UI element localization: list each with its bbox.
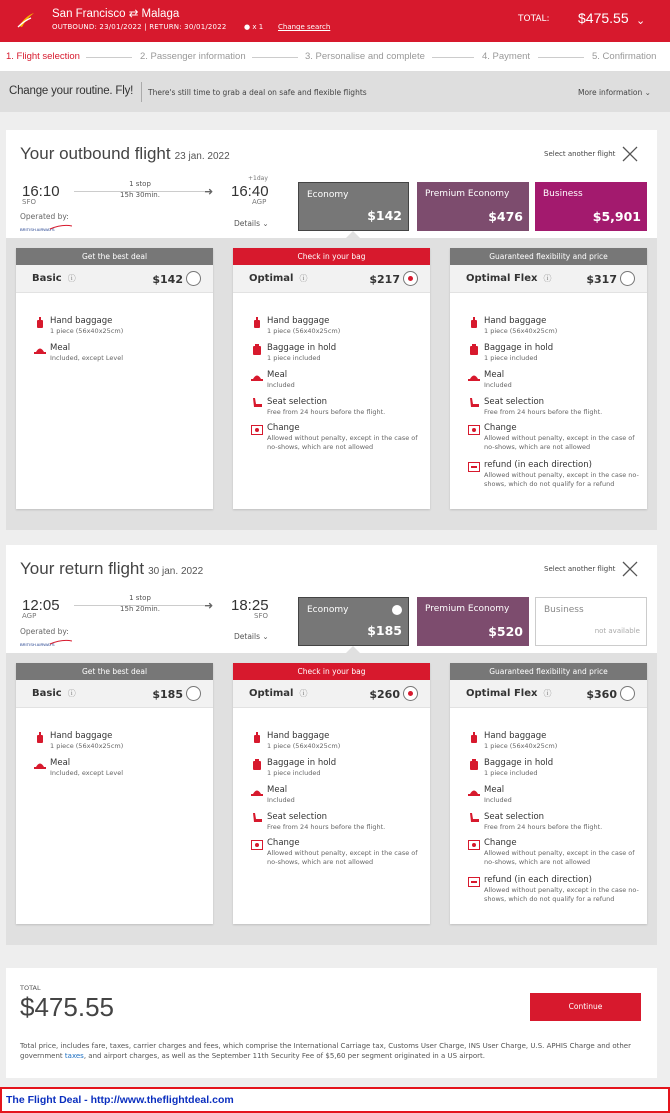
cabin-business-unavailable: Business not available [535, 597, 647, 646]
fare-name: Optimal Flex ⓘ [466, 688, 552, 699]
top-header [0, 0, 670, 42]
fare-card-optimal-flex[interactable]: Guaranteed flexibility and price Optimal Flex ⓘ $360 Hand baggage 1 piece (56x40x25cm) Baggage in hold 1 piece included Meal Included Seat selection Free from 24 hours before the flight. Change Allowed without penalty, except in the case of no-shows, which are not allowed refund (in each direction) Allowed without penalty, except in the case no-shows, which do not qualify for a refund [450, 663, 647, 924]
meal-icon [251, 786, 263, 797]
calendar-change-icon [468, 839, 480, 850]
fare-price: $317 [586, 273, 617, 286]
info-icon: ⓘ [67, 274, 76, 283]
route-title: San Francisco ⇄ Malaga [52, 8, 180, 20]
outbound-fares-area [6, 238, 657, 530]
fare-radio[interactable] [620, 271, 635, 286]
total-disclaimer: Total price, includes fare, taxes, carrier charges and fees, which comprise the International Carriage tax, Customs User Charge, INS User Charge, U.S. APHIS Charge and other government taxes, and airport charges, as well as the September 11th Security Fee of $5,60 per segment originated in a US airport. [20, 1042, 631, 1060]
british-airways-logo [20, 639, 72, 647]
fare-name: Basic ⓘ [32, 273, 76, 284]
airline-logo-icon [16, 10, 36, 30]
airplane-icon: ➜ [204, 599, 214, 612]
british-airways-logo [20, 224, 72, 232]
cabin-premium-economy[interactable]: Premium Economy $476 [417, 182, 529, 231]
header-total-value[interactable]: $475.55 [578, 10, 629, 26]
outbound-flight-section [6, 130, 657, 530]
progress-steps [0, 42, 670, 72]
fare-radio-selected[interactable] [403, 271, 418, 286]
seat-icon [468, 813, 480, 824]
svg-text:BRITISH AIRWAYS: BRITISH AIRWAYS [20, 227, 55, 232]
fare-price: $260 [369, 688, 400, 701]
svg-text:BRITISH AIRWAYS: BRITISH AIRWAYS [20, 642, 55, 647]
operated-by: Operated by: [20, 212, 69, 221]
details-toggle[interactable]: Details ⌄ [234, 632, 269, 641]
fare-banner: Get the best deal [16, 663, 213, 680]
arrival-airport: AGP [252, 198, 267, 206]
departure-time: 16:10 [22, 183, 60, 200]
fare-price: $360 [586, 688, 617, 701]
person-icon: ● [244, 23, 251, 31]
calendar-change-icon [251, 839, 263, 850]
suitcase-icon [468, 344, 480, 355]
fare-name: Optimal ⓘ [249, 273, 308, 284]
change-search-link[interactable]: Change search [278, 23, 331, 31]
fare-card-basic[interactable]: Get the best deal Basic ⓘ $185 Hand baggage 1 piece (56x40x25cm) Meal Included, except Level [16, 663, 213, 924]
suitcase-icon [251, 344, 263, 355]
arrival-airport: SFO [254, 612, 268, 620]
hand-baggage-icon [34, 732, 46, 743]
info-icon: ⓘ [299, 689, 308, 698]
fare-card-basic[interactable]: Get the best deal Basic ⓘ $142 Hand baggage 1 piece (56x40x25cm) Meal Included, except Level [16, 248, 213, 509]
airplane-icon: ➜ [204, 185, 214, 198]
fare-card-optimal[interactable]: Check in your bag Optimal ⓘ $217 Hand baggage 1 piece (56x40x25cm) Baggage in hold 1 piece included Meal Included Seat selection Free from 24 hours before the flight. Change Allowed without penalty, except in the case of no-shows, which are not allowed [233, 248, 430, 509]
refund-icon [468, 461, 480, 472]
step-passenger-information: 2. Passenger information [140, 51, 246, 62]
suitcase-icon [251, 759, 263, 770]
fare-banner: Guaranteed flexibility and price [450, 663, 647, 680]
fare-card-optimal[interactable]: Check in your bag Optimal ⓘ $260 Hand baggage 1 piece (56x40x25cm) Baggage in hold 1 piece included Meal Included Seat selection Free from 24 hours before the flight. Change Allowed without penalty, except in the case of no-shows, which are not allowed [233, 663, 430, 924]
chevron-down-icon[interactable]: ⌄ [636, 14, 646, 27]
departure-airport: AGP [22, 612, 37, 620]
arrival-time: 18:25 [231, 597, 269, 614]
close-icon[interactable] [622, 561, 638, 577]
return-title: Your return flight 30 jan. 2022 [20, 559, 204, 578]
header-total-label: TOTAL: [518, 14, 550, 24]
fare-banner: Check in your bag [233, 663, 430, 680]
fare-radio[interactable] [620, 686, 635, 701]
fare-price: $142 [152, 273, 183, 286]
return-fares-area [6, 653, 657, 945]
hand-baggage-icon [34, 317, 46, 328]
suitcase-icon [468, 759, 480, 770]
details-toggle[interactable]: Details ⌄ [234, 219, 269, 228]
trip-dates: OUTBOUND: 23/01/2022 | RETURN: 30/01/2022 [52, 23, 227, 31]
duration: 15h 30min. [120, 191, 160, 199]
info-icon: ⓘ [543, 274, 552, 283]
info-icon: ⓘ [543, 689, 552, 698]
watermark-footer: The Flight Deal - http://www.theflightdeal.com [0, 1087, 670, 1113]
refund-icon [468, 876, 480, 887]
hand-baggage-icon [468, 317, 480, 328]
fare-radio[interactable] [186, 686, 201, 701]
promo-text: There's still time to grab a deal on safe and flexible flights [148, 88, 367, 97]
fare-radio[interactable] [186, 271, 201, 286]
meal-icon [34, 759, 46, 770]
fare-name: Optimal Flex ⓘ [466, 273, 552, 284]
step-personalise: 3. Personalise and complete [305, 51, 425, 62]
stops: 1 stop [129, 180, 151, 188]
fare-banner: Guaranteed flexibility and price [450, 248, 647, 265]
duration: 15h 20min. [120, 605, 160, 613]
select-another-flight-link[interactable]: Select another flight [544, 150, 616, 158]
total-label: TOTAL [20, 984, 41, 992]
fare-radio-selected[interactable] [403, 686, 418, 701]
fare-price: $217 [369, 273, 400, 286]
calendar-change-icon [468, 424, 480, 435]
info-icon: ⓘ [299, 274, 308, 283]
check-icon [392, 605, 402, 615]
departure-airport: SFO [22, 198, 36, 206]
meal-icon [251, 371, 263, 382]
meal-icon [34, 344, 46, 355]
step-flight-selection[interactable]: 1. Flight selection [6, 51, 80, 62]
fare-card-optimal-flex[interactable]: Guaranteed flexibility and price Optimal Flex ⓘ $317 Hand baggage 1 piece (56x40x25cm) Baggage in hold 1 piece included Meal Included Seat selection Free from 24 hours before the flight. Change Allowed without penalty, except in the case of no-shows, which are not allowed refund (in each direction) Allowed without penalty, except in the case no-shows, which do not qualify for a refund [450, 248, 647, 509]
passenger-count: ● x 1 [244, 23, 264, 31]
seat-icon [251, 813, 263, 824]
cabin-economy[interactable]: Economy $142 [298, 182, 409, 231]
calendar-change-icon [251, 424, 263, 435]
stops: 1 stop [129, 594, 151, 602]
continue-button[interactable]: Continue [530, 993, 641, 1021]
seat-icon [251, 398, 263, 409]
promo-title: Change your routine. Fly! [9, 85, 134, 97]
cabin-economy-selected[interactable]: Economy $185 [298, 597, 409, 646]
return-flight-section [6, 545, 657, 945]
meal-icon [468, 786, 480, 797]
select-another-flight-link[interactable]: Select another flight [544, 565, 616, 573]
info-icon: ⓘ [67, 689, 76, 698]
hand-baggage-icon [251, 317, 263, 328]
operated-by: Operated by: [20, 627, 69, 636]
more-information-link[interactable]: More information ⌄ [578, 88, 651, 97]
cabin-business[interactable]: Business $5,901 [535, 182, 647, 231]
plus-day: +1day [248, 175, 268, 182]
hand-baggage-icon [251, 732, 263, 743]
promo-banner [0, 72, 670, 112]
arrival-time: 16:40 [231, 183, 269, 200]
step-confirmation: 5. Confirmation [592, 51, 657, 62]
total-value: $475.55 [20, 992, 114, 1022]
cabin-premium-economy[interactable]: Premium Economy $520 [417, 597, 529, 646]
fare-banner: Check in your bag [233, 248, 430, 265]
departure-time: 12:05 [22, 597, 60, 614]
fare-price: $185 [152, 688, 183, 701]
hand-baggage-icon [468, 732, 480, 743]
total-section [6, 968, 657, 1078]
taxes-link[interactable]: taxes [64, 1052, 84, 1060]
fare-banner: Get the best deal [16, 248, 213, 265]
fare-name: Optimal ⓘ [249, 688, 308, 699]
seat-icon [468, 398, 480, 409]
outbound-title: Your outbound flight 23 jan. 2022 [20, 144, 230, 163]
step-payment: 4. Payment [482, 51, 531, 62]
meal-icon [468, 371, 480, 382]
close-icon[interactable] [622, 146, 638, 162]
fare-name: Basic ⓘ [32, 688, 76, 699]
